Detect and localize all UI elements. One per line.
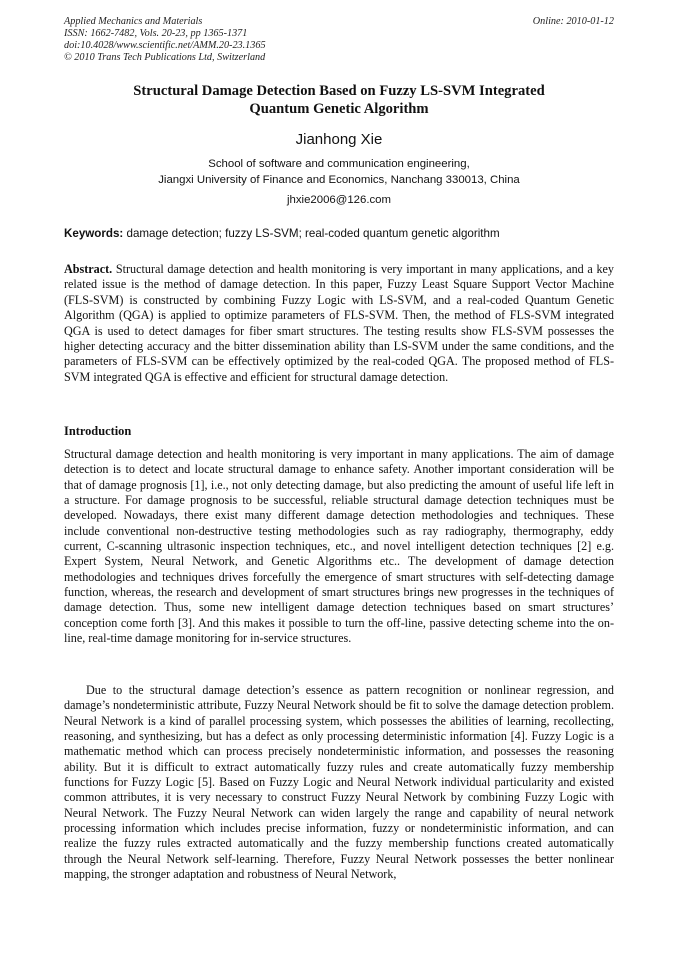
journal-header [64, 16, 266, 64]
online-date: Online: 2010-01-12 [532, 16, 614, 27]
doi-line: doi:10.4028/www.scientific.net/AMM.20-23.1365 [64, 40, 266, 51]
keywords-label: Keywords: [64, 227, 124, 240]
title-line-1: Structural Damage Detection Based on Fuzzy LS-SVM Integrated [133, 83, 545, 99]
author-email: jhxie2006@126.com [286, 194, 392, 206]
introduction-paragraph-1 [64, 447, 614, 646]
section-heading-introduction: Introduction [64, 424, 132, 438]
author-name: Jianhong Xie [295, 131, 383, 148]
title-line-2: Quantum Genetic Algorithm [249, 101, 429, 117]
affiliation-line-2: Jiangxi University of Finance and Economics, Nanchang 330013, China [158, 173, 520, 186]
keywords-text: damage detection; fuzzy LS-SVM; real-coded quantum genetic algorithm [123, 227, 500, 240]
affiliation-line-1: School of software and communication engineering, [208, 158, 470, 170]
paragraph-text: Structural damage detection and health monitoring is very important in many applications. The aim of damage detection is to detect and locate structural damage to enhance safety. Another important consideration will be that of damage prognosis [1], i.e., not only detecting damage, but also predicting the amount of useful life left in a structure. For damage prognosis to be successful, reliable structural damage detection techniques must be developed. Nowadays, there exist many different damage detection methodologies and techniques. These include conventional non-destructive testing methodologies such as ray radiography, thermography, eddy current, C-scanning ultrasonic inspection techniques, etc., and novel intelligent detection techniques [2] e.g. Expert System, Neural Network, and Genetic Algorithms etc.. The development of damage detection methodologies and techniques drives forcefully the emergence of smart structures with self-detecting damage function, whereas, the research and development of smart structures brings new progresses in the techniques of damage detection. Thus, some new intelligent damage detection techniques based on smart structures’ conception come forth [3]. And this makes it possible to turn the off-line, passive detecting scheme into the on-line, real-time damage monitoring for in-service structures. [64, 447, 614, 646]
copyright-line: © 2010 Trans Tech Publications Ltd, Switzerland [64, 52, 266, 63]
journal-name: Applied Mechanics and Materials [64, 16, 203, 27]
introduction-paragraph-2 [64, 683, 614, 882]
affiliation [0, 157, 678, 188]
abstract-label: Abstract. [64, 262, 113, 276]
abstract [64, 262, 614, 385]
paper-title [0, 82, 678, 118]
abstract-text: Structural damage detection and health monitoring is very important in many applications, and a key related issue is the method of damage detection. In this paper, Fuzzy Least Square Support Vector Machine (FLS-SVM) is constructed by combining Fuzzy Logic with LS-SVM, and a real-coded Quantum Genetic Algorithm (QGA) is applied to optimize parameters of FLS-SVM. Then, the method of FLS-SVM integrated QGA is used to detect damages for fiber smart structures. The testing results show FLS-SVM possesses the higher detecting accuracy and the bitter dissemination ability than LS-SVM under the same conditions, and the parameters of FLS-SVM can be effectively optimized by the real-coded QGA. The proposed method of FLS-SVM integrated QGA is effective and efficient for structural damage detection. [64, 262, 614, 384]
paragraph-text: Due to the structural damage detection’s essence as pattern recognition or nonlinear regression, and damage’s nondeterministic attribute, Fuzzy Neural Network should be fit to solve the damage detection problem. Neural Network is a kind of parallel processing system, which possesses the abilities of learning, recollecting, reasoning, and synthesizing, but has a defect as only processing deterministic information [4]. Fuzzy Logic is a mathematic method which can process precisely nondeterministic information, and possesses the reasoning ability. But it is difficult to extract automatically fuzzy rules and create automatically fuzzy membership functions for Fuzzy Logic [5]. Based on Fuzzy Logic and Neural Network individual particularity and existed common attributes, it is very necessary to construct Fuzzy Neural Network by combining Fuzzy Logic with Neural Network. The Fuzzy Neural Network can widen largely the range and capability of neural network processing information which includes precise information, fuzzy or nondeterministic information, and can realize the fuzzy rules extracted automatically and the fuzzy membership functions created automatically through the Neural Network self-learning. Therefore, Fuzzy Neural Network possesses the better nonlinear mapping, the stronger adaptation and robustness of Neural Network, [64, 683, 614, 882]
issn-line: ISSN: 1662-7482, Vols. 20-23, pp 1365-1371 [64, 28, 248, 39]
keywords [64, 227, 614, 240]
